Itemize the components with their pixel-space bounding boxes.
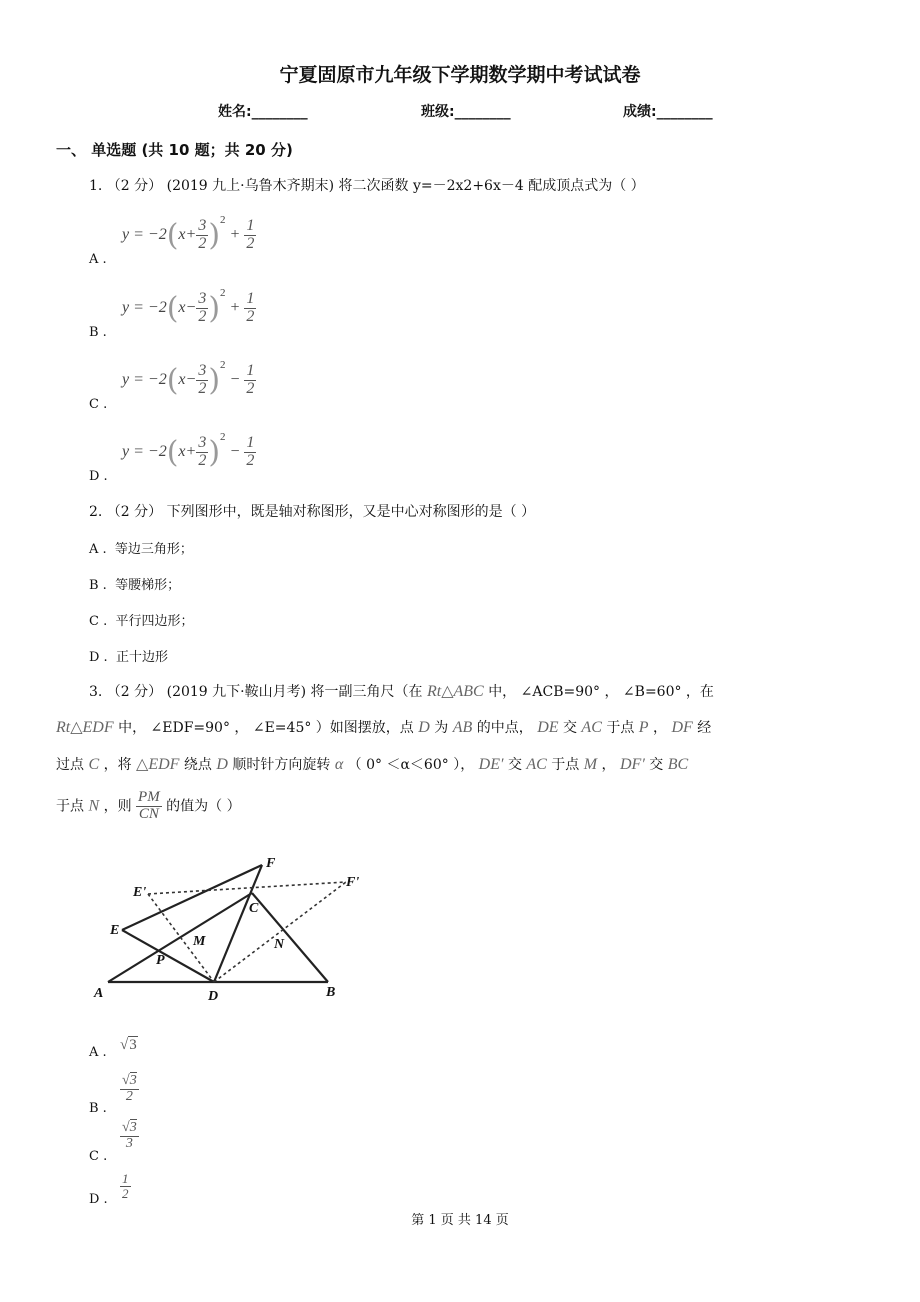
formula-op: − (185, 371, 197, 389)
paren-close: ) (208, 435, 221, 470)
page-footer: 第 1 页 共 14 页 (411, 1213, 509, 1228)
formula-frac: $\frac{3}{2}$ (198, 217, 207, 252)
question-3-line-2: Rt△EDF 中， ∠EDF=90° ， ∠E=45° ）如图摆放，点 D 为 AB 的中点， DE 交 AC 于点 P ， DF 经 (56, 719, 712, 736)
label-c: C (249, 901, 259, 916)
q3-option-b-label: B . (89, 1101, 107, 1116)
sqrt-fraction: $\frac{√3}{2}$ (122, 1073, 137, 1104)
formula-exponent: 2 (220, 359, 226, 371)
question-1-stem: 1. （2 分） (2019 九上·乌鲁木齐期末) 将二次函数 y=－2x2+6x－4 配成顶点式为（ ） (89, 178, 645, 194)
q3-option-a-value (120, 1037, 138, 1054)
formula-op: + (229, 299, 241, 317)
formula-op: − (185, 299, 197, 317)
q3-option-d-value (120, 1172, 131, 1200)
q2-option-d: D . 正十边形 (89, 650, 168, 665)
score-field: 成绩:________ (623, 104, 713, 120)
q1-option-b-label: B . (89, 325, 107, 340)
formula-var: x (178, 299, 186, 317)
q3-option-c-label: C . (89, 1149, 108, 1164)
paren-open: ( (166, 363, 179, 398)
question-2-stem: 2. （2 分） 下列图形中，既是轴对称图形，又是中心对称图形的是（ ） (89, 504, 536, 520)
q1-option-a-formula (122, 214, 256, 253)
paren-open: ( (166, 435, 179, 470)
formula-op: − (229, 371, 241, 389)
q1-option-d-formula (122, 431, 256, 470)
line-e-prime-f-prime (148, 882, 346, 894)
formula-frac: $\frac{1}{2}$ (246, 217, 255, 252)
label-a: A (94, 986, 104, 1001)
fraction: $\frac{1}{2}$ (122, 1171, 129, 1201)
triangle-figure (94, 850, 380, 1005)
formula-var: x (178, 226, 186, 244)
label-f: F (266, 856, 276, 871)
formula-var: x (178, 371, 186, 389)
formula-prefix: y = −2 (122, 443, 167, 461)
sqrt-fraction: $\frac{√3}{3}$ (122, 1120, 137, 1151)
question-3-line-1: 3. （2 分） (2019 九下·鞍山月考) 将一副三角尺（在 Rt△ABC 中， ∠ACB=90° ， ∠B=60° ，在 (89, 683, 714, 700)
page-title: 宁夏固原市九年级下学期数学期中考试试卷 (279, 64, 641, 86)
formula-prefix: y = −2 (122, 299, 167, 317)
q1-option-c-formula (122, 359, 256, 398)
q1-option-c-label: C . (89, 397, 108, 412)
formula-frac: $\frac{3}{2}$ (198, 290, 207, 325)
label-b: B (326, 985, 336, 1000)
formula-exponent: 2 (220, 214, 226, 226)
formula-frac: $\frac{3}{2}$ (198, 434, 207, 469)
formula-frac: $\frac{3}{2}$ (198, 362, 207, 397)
question-3-line-4: 于点 N ，则 $\frac{PM}{CN}$ 的值为（ ） (56, 789, 241, 822)
formula-frac: $\frac{1}{2}$ (246, 290, 255, 325)
paren-close: ) (208, 291, 221, 326)
formula-prefix: y = −2 (122, 226, 167, 244)
q1-option-d-label: D . (89, 469, 108, 484)
formula-op: + (185, 226, 197, 244)
q3-option-a-label: A . (89, 1045, 107, 1060)
paren-close: ) (208, 218, 221, 253)
q3-option-d-label: D . (89, 1192, 108, 1207)
q3-option-c-value (120, 1121, 139, 1151)
line-cb (252, 893, 328, 982)
q2-option-a: A . 等边三角形； (89, 542, 193, 557)
q2-option-b: B . 等腰梯形； (89, 578, 181, 593)
name-field: 姓名:________ (218, 104, 308, 120)
question-3-line-3: 过点 C ，将 △EDF 绕点 D 顺时针方向旋转 α （ 0° ＜α＜60° ）， DE′ 交 AC 于点 M ， DF′ 交 BC (56, 756, 689, 773)
formula-frac: $\frac{1}{2}$ (246, 362, 255, 397)
section-heading: 一、 单选题 (共 10 题；共 20 分) (56, 141, 293, 159)
label-p: P (156, 953, 165, 968)
label-e: E (110, 923, 120, 938)
formula-frac: $\frac{1}{2}$ (246, 434, 255, 469)
q2-option-c: C . 平行四边形； (89, 614, 194, 629)
formula-prefix: y = −2 (122, 371, 167, 389)
formula-op: + (185, 443, 197, 461)
label-f-prime: F' (346, 875, 360, 890)
paren-open: ( (166, 218, 179, 253)
label-m: M (193, 934, 206, 949)
sqrt-expression: √3 (120, 1037, 137, 1053)
class-field: 班级:________ (421, 104, 511, 120)
q1-option-b-formula (122, 287, 256, 326)
label-n: N (274, 937, 285, 952)
formula-op: + (229, 226, 241, 244)
formula-var: x (178, 443, 186, 461)
q3-option-b-value (120, 1074, 139, 1104)
line-df (214, 865, 262, 982)
paren-open: ( (166, 291, 179, 326)
paren-close: ) (208, 363, 221, 398)
formula-exponent: 2 (220, 431, 226, 443)
label-e-prime: E' (133, 885, 147, 900)
formula-exponent: 2 (220, 287, 226, 299)
label-d: D (208, 989, 219, 1004)
formula-op: − (229, 443, 241, 461)
q1-option-a-label: A . (89, 252, 107, 267)
pm-over-cn-fraction: $\frac{PM}{CN}$ (138, 789, 160, 822)
